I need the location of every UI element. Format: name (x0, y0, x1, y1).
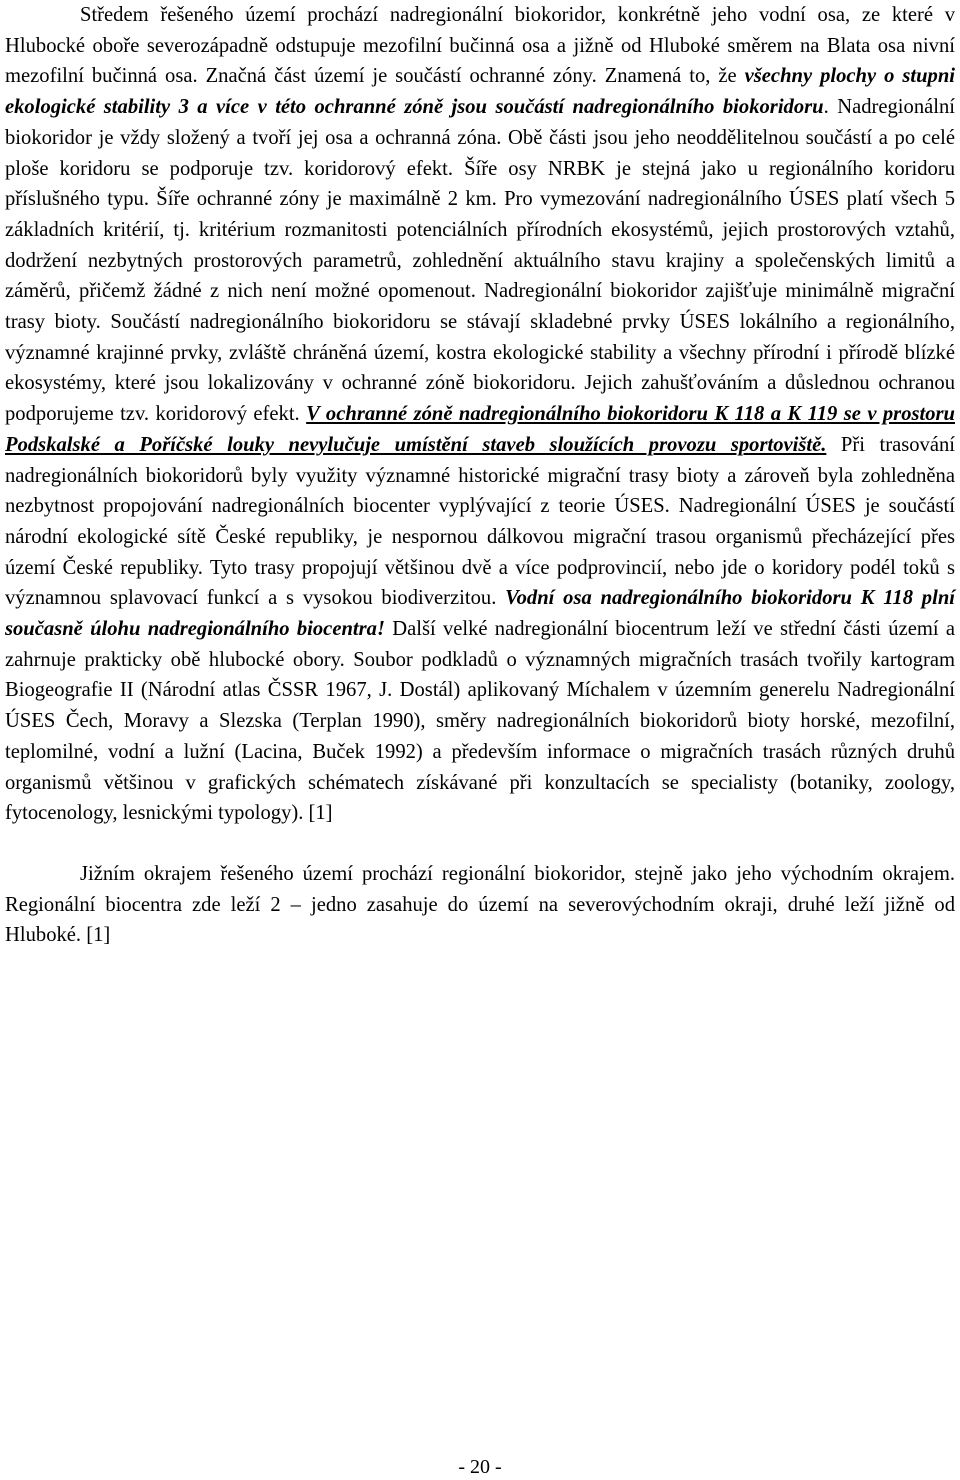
paragraph-1-text-a: Středem řešeného území prochází nadregionální biokoridor, konkrétně jeho vodní osa, ze které v Hlubocké obořе severozápadně odstupuje mezofilní bučinná osa a jižně od Hluboké směrem na Blata osa nivní mezofilní bučinná osa. Značná část území je součástí ochranné zóny. Znamená to, že (5, 4, 955, 88)
paragraph-1-text-d: Další velké nadregionální biocentrum leží ve střední části území a zahrnuje prakticky obě hlubocké obory. Soubor podkladů o významných migračních trasách tvořily kartogram Biogeografie II (Národní atlas ČSSR 1967, J. Dostál) aplikovaný Míchalem v územním generelu Nadregionální ÚSES Čech, Moravy a Slezska (Terplan 1990), směry nadregionálních biokoridorů bioty horské, mezofilní, teplomilné, vodní a lužní (Lacina, Buček 1992) a především informace o migračních trasách různých druhů organismů většinou v grafických schématech získávané při konzultacích se specialisty (botaniky, zoology, fytocenology, lesnickými typology). [1] (5, 618, 955, 825)
paragraph-1-emphasis-stability: všechny plochy o stupni ekologické stability 3 a více v této ochranné zóně jsou součástí nadregionálního biokoridoru (5, 65, 955, 119)
paragraph-1-text-c: Při trasování nadregionálních biokoridorů byly využity významné historické migrační trasy bioty a zároveň byla zohledněna nezbytnost propojování nadregionálních biocenter vyplývající z teorie ÚSES. Nadregionální ÚSES je součástí národní ekologické sítě České republiky, je nespornou dálkovou migrační trasou organismů přecházející přes území České republiky. Tyto trasy propojují většinou dvě a více podprovincií, nebo jde o koridory podél toků s významnou splavovací funkcí a s vysokou biodiverzitou. (5, 433, 955, 610)
body-paragraph-2 (5, 859, 955, 951)
paragraph-2-text: Jižním okrajem řešeného území prochází regionální biokoridor, stejně jako jeho východním okrajem. Regionální biocentra zde leží 2 – jedno zasahuje do území na severovýchodním okraji, druhé leží jižně od Hluboké. [1] (5, 862, 955, 947)
body-paragraph-1 (5, 0, 955, 829)
document-page (5, 0, 955, 1480)
paragraph-1-emphasis-k118-k119: V ochranné zóně nadregionálního biokoridoru K 118 a K 119 se v prostoru Podskalské a Poříčské louky nevylučuje umístění staveb sloužících provozu sportoviště. (5, 403, 955, 456)
paragraph-1-emphasis-vodni-osa: Vodní osa nadregionálního biokoridoru K 118 plní současně úlohu nadregionálního biocentra! (5, 587, 955, 641)
page-number: - 20 - (458, 1456, 502, 1478)
paragraph-1-text-b: . Nadregionální biokoridor je vždy složený a tvoří jej osa a ochranná zóna. Obě části jsou jeho neoddělitelnou součástí a po celé ploše koridoru se podporuje tzv. koridorový efekt. Šíře osy NRBK je stejná jako u regionálního koridoru příslušného typu. Šíře ochranné zóny je maximálně 2 km. Pro vymezování nadregionálního ÚSES platí všech 5 základních kritérií, tj. kritérium rozmanitosti potenciálních přírodních ekosystémů, jejich prostorových vztahů, dodržení nezbytných prostorových parametrů, zohlednění aktuálního stavu krajiny a společenských limitů a záměrů, přičemž žádné z nich není možné opomenout. Nadregionální biokoridor zajišťuje minimálně migrační trasy bioty. Součástí nadregionálního biokoridoru se stávají skladebné prvky ÚSES lokálního a regionálního, významné krajinné prvky, zvláště chráněná území, kostra ekologické stability a všechny přírodní i přírodě blízké ekosystémy, které jsou lokalizovány v ochranné zóně biokoridoru. Jejich zahušťováním a důslednou ochranou podporujeme tzv. koridorový efekt. (5, 96, 955, 426)
